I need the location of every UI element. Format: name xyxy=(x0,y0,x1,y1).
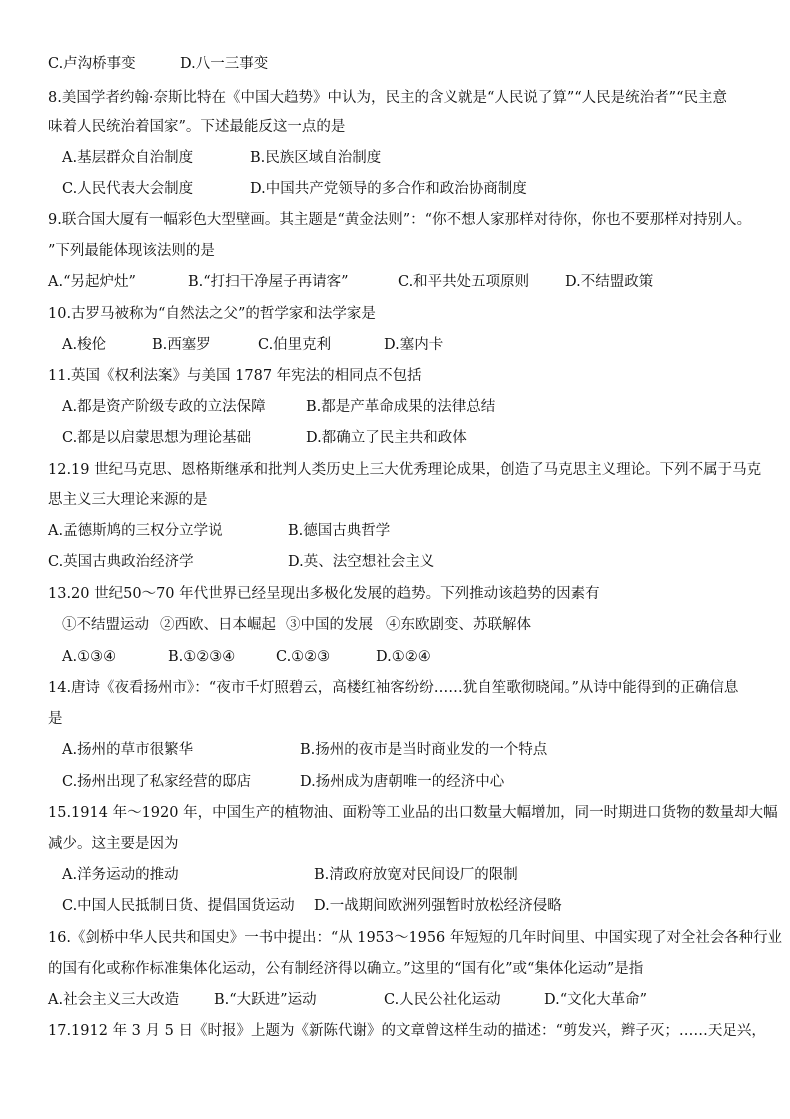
option-a: A.孟德斯鸠的三权分立学说 xyxy=(48,523,223,539)
option-b: B.“打扫干净屋子再请客” xyxy=(188,274,349,290)
statement-1: ①不结盟运动 xyxy=(62,617,149,633)
option-c: C.扬州出现了私家经营的邸店 xyxy=(62,774,252,790)
option-b: B.西塞罗 xyxy=(152,337,211,353)
statement-4: ④东欧剧变、苏联解体 xyxy=(386,617,531,633)
option-a: A.社会主义三大改造 xyxy=(48,992,180,1008)
option-c: C.中国人民抵制日货、提倡国货运动 xyxy=(62,898,295,914)
option-c: C.人民代表大会制度 xyxy=(62,181,194,197)
option-b: B.“大跃进”运动 xyxy=(214,992,317,1008)
option-c: C.卢沟桥事变 xyxy=(48,56,136,72)
option-c: C.都是以启蒙思想为理论基础 xyxy=(62,430,252,446)
option-d: D.英、法空想社会主义 xyxy=(288,554,435,570)
option-a: A.扬州的草市很繁华 xyxy=(62,742,194,758)
statement-3: ③中国的发展 xyxy=(286,617,373,633)
option-c: C.和平共处五项原则 xyxy=(398,274,530,290)
option-c: C.英国古典政治经济学 xyxy=(48,554,194,570)
question-16-text-cont: 的国有化或称作标准集体化运动，公有制经济得以确立。”这里的“国有化”或“集体化运动”是指 xyxy=(48,961,644,977)
question-16-text: 16.《剑桥中华人民共和国史》一书中提出：“从 1953～1956 年短短的几年时间里、中国实现了对全社会各种行业 xyxy=(48,930,782,946)
question-12-text-cont: 思主义三大理论来源的是 xyxy=(48,492,208,508)
option-d: D.塞内卡 xyxy=(384,337,444,353)
option-b: B.德国古典哲学 xyxy=(288,523,391,539)
option-b: B.①②③④ xyxy=(168,649,236,665)
statement-2: ②西欧、日本崛起 xyxy=(160,617,276,633)
option-d: D.“文化大革命” xyxy=(544,992,648,1008)
option-a: A.①③④ xyxy=(62,649,117,665)
question-11-text: 11.英国《权利法案》与美国 1787 年宪法的相同点不包括 xyxy=(48,368,422,384)
option-d: D.不结盟政策 xyxy=(565,274,654,290)
question-12-text: 12.19 世纪马克思、恩格斯继承和批判人类历史上三大优秀理论成果，创造了马克思主义理论。下列不属于马克 xyxy=(48,462,762,478)
option-d: D.一战期间欧洲列强暂时放松经济侵略 xyxy=(314,898,562,914)
question-15-text: 15.1914 年～1920 年，中国生产的植物油、面粉等工业品的出口数量大幅增加，同一时期进口货物的数量却大幅 xyxy=(48,805,778,821)
question-10-text: 10.古罗马被称为“自然法之父”的哲学家和法学家是 xyxy=(48,306,376,322)
question-14-text: 14.唐诗《夜看扬州市》：“夜市千灯照碧云，高楼红袖客纷纷……犹自笙歌彻晓闻。”从诗中能得到的正确信息 xyxy=(48,680,739,696)
option-d: D.都确立了民主共和政体 xyxy=(306,430,467,446)
question-8-text-cont: 味着人民统治着国家”。下述最能反这一点的是 xyxy=(48,119,346,135)
option-d: D.扬州成为唐朝唯一的经济中心 xyxy=(300,774,505,790)
option-a: A.“另起炉灶” xyxy=(48,274,136,290)
option-a: A.梭伦 xyxy=(62,337,107,353)
option-a: A.洋务运动的推动 xyxy=(62,867,179,883)
question-17-text: 17.1912 年 3 月 5 日《时报》上题为《新陈代谢》的文章曾这样生动的描述：“剪发兴，辫子灭；……天足兴， xyxy=(48,1023,766,1039)
option-d: D.八一三事变 xyxy=(180,56,269,72)
option-b: B.清政府放宽对民间设厂的限制 xyxy=(314,867,518,883)
option-c: C.①②③ xyxy=(276,649,331,665)
option-d: D.中国共产党领导的多合作和政治协商制度 xyxy=(250,181,527,197)
question-8-text: 8.美国学者约翰·奈斯比特在《中国大趋势》中认为，民主的含义就是“人民说了算”“人民是统治者”“民主意 xyxy=(48,90,728,106)
option-b: B.民族区域自治制度 xyxy=(250,150,382,166)
option-a: A.基层群众自治制度 xyxy=(62,150,194,166)
question-9-text-cont: ”下列最能体现该法则的是 xyxy=(48,243,215,259)
option-b: B.扬州的夜市是当时商业发的一个特点 xyxy=(300,742,548,758)
option-d: D.①②④ xyxy=(376,649,431,665)
option-a: A.都是资产阶级专政的立法保障 xyxy=(62,399,266,415)
option-b: B.都是产革命成果的法律总结 xyxy=(306,399,496,415)
question-9-text: 9.联合国大厦有一幅彩色大型壁画。其主题是“黄金法则”：“你不想人家那样对待你，你也不要那样对持别人。 xyxy=(48,212,752,228)
option-c: C.人民公社化运动 xyxy=(384,992,501,1008)
question-15-text-cont: 减少。这主要是因为 xyxy=(48,836,179,852)
question-13-text: 13.20 世纪50～70 年代世界已经呈现出多极化发展的趋势。下列推动该趋势的因素有 xyxy=(48,586,600,602)
option-c: C.伯里克利 xyxy=(258,337,332,353)
question-14-text-cont: 是 xyxy=(48,711,63,727)
